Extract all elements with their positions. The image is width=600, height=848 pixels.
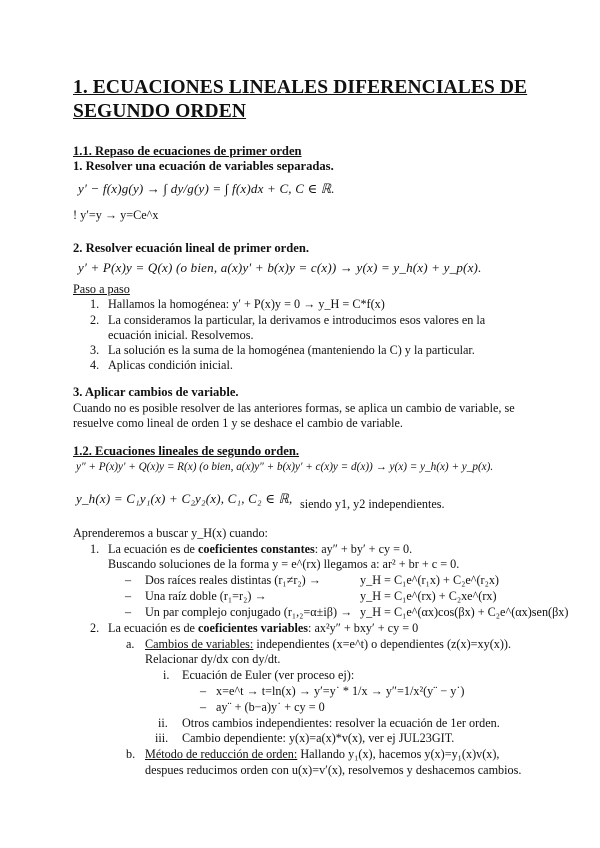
dependent-change: Cambio dependiente: y(x)=a(x)*v(x), ver ej JUL23GIT. xyxy=(182,731,455,745)
step-number: 2. xyxy=(90,313,100,327)
dash-bullet: – xyxy=(200,700,207,714)
case-label: Dos raíces reales distintas (r₁≠r₂) → xyxy=(145,573,321,587)
variable-change-line: Cambios de variables: independientes (x=e^t) o dependientes (z(x)=xy(x)). xyxy=(145,637,512,651)
variable-change-note: Relacionar dy/dx con dy/dt. xyxy=(145,652,281,666)
step-text: ecuación inicial. Resolvemos. xyxy=(108,328,254,342)
page-title-line-2: SEGUNDO ORDEN xyxy=(73,101,247,122)
item-1-heading: 1. Resolver una ecuación de variables separadas. xyxy=(73,159,334,173)
step-text: La solución es la suma de la homogénea (manteniendo la C) y la particular. xyxy=(108,343,475,357)
case-label: Un par complejo conjugado (r₁,₂=α±iβ) → xyxy=(145,605,353,619)
case-solution: y_H = C₁e^(r₁x) + C₂e^(r₂x) xyxy=(360,573,499,587)
step-number: 1. xyxy=(90,297,100,311)
dash-bullet: – xyxy=(125,605,132,619)
characteristic-equation: Buscando soluciones de la forma y = e^(rx) llegamos a: ar² + br + c = 0. xyxy=(108,557,460,571)
step-text: Aplicas condición inicial. xyxy=(108,358,233,372)
page-title-line-1: 1. ECUACIONES LINEALES DIFERENCIALES DE xyxy=(73,77,528,98)
sub-label: a. xyxy=(126,637,135,651)
list-number: 2. xyxy=(90,621,100,635)
item-2-heading: 2. Resolver ecuación lineal de primer orden. xyxy=(73,241,309,255)
step-number: 3. xyxy=(90,343,100,357)
case-solution: y_H = C₁e^(αx)cos(βx) + C₂e^(αx)sen(βx) xyxy=(360,605,569,619)
independence-note: siendo y1, y2 independientes. xyxy=(300,497,445,511)
step-number: 4. xyxy=(90,358,100,372)
roman-label: iii. xyxy=(155,731,169,745)
section-heading-1-1: 1.1. Repaso de ecuaciones de primer orden xyxy=(73,144,302,158)
euler-derivation: x=e^t → t=ln(x) → y′=y˙ * 1/x → y″=1/x²(y¨ − y˙) xyxy=(216,684,465,698)
formula-second-order: y″ + P(x)y′ + Q(x)y = R(x) (o bien, a(x)y″ + b(x)y′ + c(x)y = d(x)) → y(x) = y_h(x) + y_p(x). xyxy=(76,461,494,473)
sub-label: b. xyxy=(126,747,136,761)
list-number: 1. xyxy=(90,542,100,556)
formula-linear-first-order: y′ + P(x)y = Q(x) (o bien, a(x)y′ + b(x)y = c(x)) → y(x) = y_h(x) + y_p(x). xyxy=(78,260,482,275)
paso-a-paso-label: Paso a paso xyxy=(73,282,130,296)
euler-equation: Ecuación de Euler (ver proceso ej): xyxy=(182,668,355,682)
case-label: Una raíz doble (r₁=r₂) → xyxy=(145,589,267,603)
roman-label: ii. xyxy=(158,716,168,730)
dash-bullet: – xyxy=(125,573,132,587)
case-variable-coefficients: La ecuación es de coeficientes variables: ax²y″ + bxy′ + cy = 0 xyxy=(108,621,419,635)
case-solution: y_H = C₁e^(rx) + C₂xe^(rx) xyxy=(360,589,497,603)
dash-bullet: – xyxy=(200,684,207,698)
dash-bullet: – xyxy=(125,589,132,603)
formula-separable: y′ − f(x)g(y) → ∫ dy/g(y) = ∫ f(x)dx + C, C ∈ ℝ. xyxy=(78,181,335,196)
step-text: Hallamos la homogénea: y′ + P(x)y = 0 → y_H = C*f(x) xyxy=(108,297,385,311)
paragraph-line: resuelve como lineal de orden 1 y se deshace el cambio de variable. xyxy=(73,416,403,430)
paragraph-line: Cuando no es posible resolver de las anteriores formas, se aplica un cambio de variable, se xyxy=(73,401,515,415)
example-note: ! y′=y → y=Ce^x xyxy=(73,208,159,222)
order-reduction-line: Método de reducción de orden: Hallando y₁(x), hacemos y(x)=y₁(x)v(x), xyxy=(145,747,500,761)
section-heading-1-2: 1.2. Ecuaciones lineales de segundo orden. xyxy=(73,444,300,458)
step-text: La consideramos la particular, la derivamos e introducimos esos valores en la xyxy=(108,313,486,327)
formula-homogeneous: y_h(x) = C₁y₁(x) + C₂y₂(x), C₁, C₂ ∈ ℝ, xyxy=(76,491,293,506)
order-reduction-note: despues reducimos orden con u(x)=v′(x), resolvemos y deshacemos cambios. xyxy=(145,763,522,777)
item-3-heading: 3. Aplicar cambios de variable. xyxy=(73,385,239,399)
euler-result: ay¨ + (b−a)y˙ + cy = 0 xyxy=(216,700,325,714)
case-constant-coefficients: La ecuación es de coeficientes constantes: ay″ + by′ + cy = 0. xyxy=(108,542,413,556)
roman-label: i. xyxy=(163,668,170,682)
intro-text: Aprenderemos a buscar y_H(x) cuando: xyxy=(73,526,268,540)
other-independent-changes: Otros cambios independientes: resolver la ecuación de 1er orden. xyxy=(182,716,500,730)
